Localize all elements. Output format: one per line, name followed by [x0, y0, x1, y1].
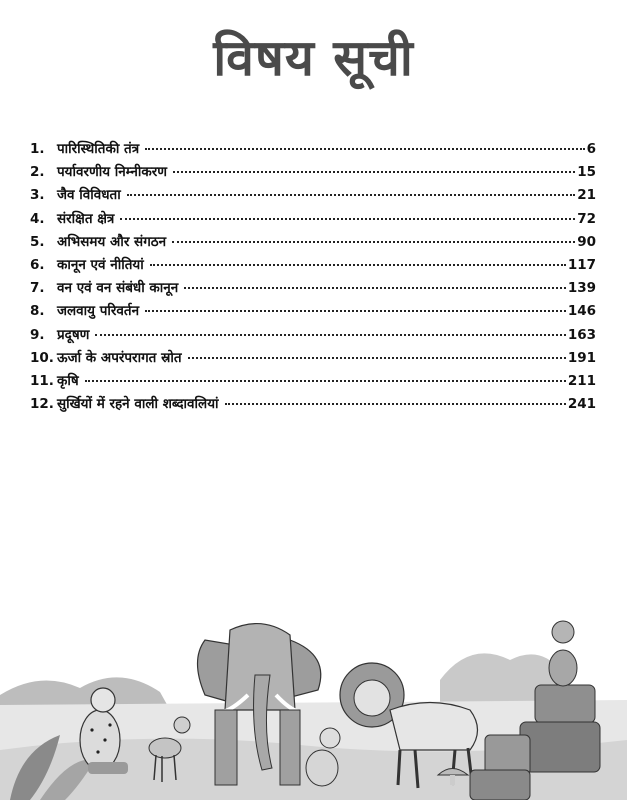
toc-row[interactable] [30, 301, 596, 324]
toc-label: अभिसमय और संगठन [57, 233, 167, 250]
toc-label: पर्यावरणीय निम्नीकरण [57, 164, 167, 181]
toc-row[interactable] [30, 209, 596, 232]
toc-row[interactable] [30, 162, 596, 185]
toc-leader [127, 194, 575, 196]
toc-row[interactable] [30, 348, 596, 371]
toc-page: 21 [577, 187, 596, 204]
page-title: विषय सूची [213, 29, 414, 87]
toc-page: 241 [567, 396, 596, 413]
toc-number: 8. [30, 303, 45, 320]
toc-row[interactable] [30, 139, 596, 162]
toc-row[interactable] [30, 325, 596, 348]
toc-row[interactable] [30, 394, 596, 417]
toc-number: 4. [30, 210, 45, 227]
toc-number: 6. [30, 256, 45, 273]
toc-number: 12. [30, 396, 54, 413]
toc-leader [225, 403, 566, 405]
toc-leader [95, 334, 565, 336]
toc-row[interactable] [30, 278, 596, 301]
toc-page: 90 [577, 233, 596, 250]
toc-leader [145, 148, 584, 150]
toc-label: सुर्खियों में रहने वाली शब्दावलियां [57, 396, 219, 413]
toc-label: कृषि [57, 372, 79, 389]
toc-leader [145, 310, 566, 312]
toc-page: 117 [567, 256, 596, 273]
toc-label: वन एवं वन संबंधी कानून [57, 280, 179, 297]
toc-page: 139 [567, 280, 596, 297]
toc-label: पारिस्थितिकी तंत्र [57, 141, 140, 157]
toc-leader [172, 241, 575, 243]
wildlife-illustration [0, 600, 627, 800]
toc-label: प्रदूषण [57, 326, 90, 343]
toc-number: 3. [30, 187, 45, 204]
toc-leader [85, 380, 566, 382]
toc-label: ऊर्जा के अपरंपरागत स्रोत [57, 349, 182, 366]
toc-number: 2. [30, 164, 45, 181]
toc-row[interactable] [30, 232, 596, 255]
toc-page: 146 [567, 303, 596, 320]
table-of-contents [30, 139, 596, 417]
toc-number: 10. [30, 349, 54, 366]
toc-number: 7. [30, 280, 45, 297]
toc-leader [188, 357, 566, 359]
toc-label: संरक्षित क्षेत्र [57, 210, 115, 227]
toc-row[interactable] [30, 371, 596, 394]
toc-page: 6 [586, 141, 596, 157]
toc-number: 9. [30, 326, 45, 343]
toc-page: 72 [577, 210, 596, 227]
monkey-icon [549, 621, 577, 686]
toc-page: 15 [577, 164, 596, 181]
toc-leader [120, 218, 575, 220]
toc-label: जलवायु परिवर्तन [57, 303, 140, 320]
toc-row[interactable] [30, 185, 596, 208]
toc-row[interactable] [30, 255, 596, 278]
toc-number: 5. [30, 233, 45, 250]
toc-page: 163 [567, 326, 596, 343]
toc-label: कानून एवं नीतियां [57, 256, 144, 273]
toc-number: 1. [30, 141, 45, 157]
toc-leader [184, 287, 566, 289]
toc-page: 191 [567, 349, 596, 366]
toc-leader [150, 264, 566, 266]
toc-label: जैव विविधता [57, 187, 121, 204]
toc-leader [173, 171, 575, 173]
toc-number: 11. [30, 372, 54, 389]
toc-page: 211 [567, 372, 596, 389]
